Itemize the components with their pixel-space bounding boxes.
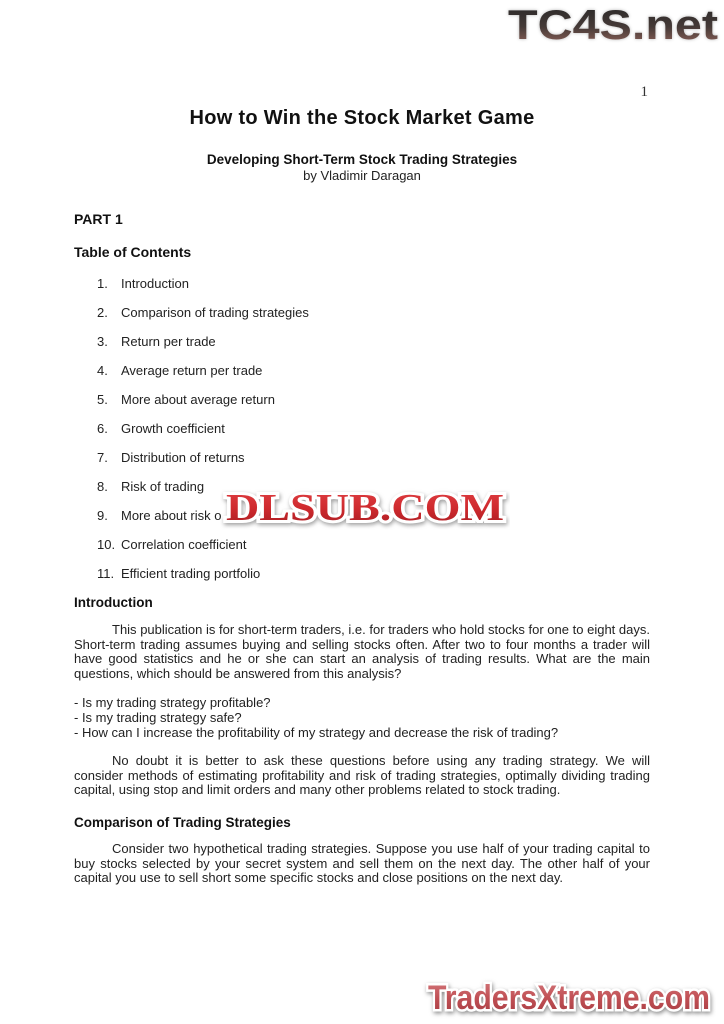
toc-item-growth-coefficient xyxy=(97,421,650,436)
author-byline: by Vladimir Daragan xyxy=(303,168,421,183)
toc-item-label: Efficient trading portfolio xyxy=(121,566,261,581)
page-number: 1 xyxy=(640,84,648,100)
toc-item-label: Growth coefficient xyxy=(121,421,225,436)
tradersxtreme-watermark-text: TradersXtreme.com xyxy=(428,979,710,1017)
toc-item-number: 3. xyxy=(97,334,108,349)
toc-item-number: 2. xyxy=(97,305,108,320)
document-subtitle: Developing Short-Term Stock Trading Strategies xyxy=(206,152,518,167)
toc-item-label: More about average return xyxy=(121,392,275,407)
toc-item-label: Risk of trading xyxy=(121,479,205,494)
toc-item-number: 1. xyxy=(97,276,108,291)
toc-item-number: 6. xyxy=(97,421,108,436)
toc-heading: Table of Contents xyxy=(74,244,192,260)
toc-item-number: 9. xyxy=(97,508,108,523)
tc4s-watermark-text: TC4S.net xyxy=(508,1,719,48)
toc-item-label: Distribution of returns xyxy=(121,450,245,465)
toc-item-introduction xyxy=(97,276,650,291)
comparison-heading: Comparison of Trading Strategies xyxy=(74,814,291,830)
comparison-paragraph-1: Consider two hypothetical trading strategies. Suppose you use half of your trading capital to buy stocks selected by your secret system and sell them on the next day. The other half of your capital you use to sell short some specific stocks and close positions on the next day. xyxy=(74,840,650,886)
toc-list xyxy=(74,276,650,581)
toc-item-return-per-trade xyxy=(97,334,650,349)
toc-item-label: Average return per trade xyxy=(121,363,263,378)
toc-item-average-return xyxy=(97,363,650,378)
toc-item-distribution-returns xyxy=(97,450,650,465)
toc-item-number: 4. xyxy=(97,363,108,378)
dlsub-watermark-text: DLSUB.COM xyxy=(226,487,504,529)
toc-item-number: 11. xyxy=(97,566,115,581)
toc-item-number: 8. xyxy=(97,479,108,494)
tradersxtreme-watermark-logo xyxy=(422,974,716,1020)
toc-item-label: Comparison of trading strategies xyxy=(121,305,309,320)
question-line-profitable: - Is my trading strategy profitable? xyxy=(74,695,271,711)
part-label: PART 1 xyxy=(74,211,123,227)
introduction-paragraph-1: This publication is for short-term traders, i.e. for traders who hold stocks for one to eight days. Short-term trading assumes buying and selling stocks often. After two to four months a trader will have good statistics and he or she can start an analysis of trading results. What are the main questions, which should be answered from this analysis? xyxy=(74,622,650,681)
tc4s-watermark-logo xyxy=(505,0,721,48)
toc-item-label: More about risk o xyxy=(121,508,222,523)
question-list xyxy=(74,696,650,740)
toc-item-comparison xyxy=(97,305,650,320)
dlsub-watermark-logo xyxy=(220,484,510,530)
question-line-safe: - Is my trading strategy safe? xyxy=(74,709,242,725)
toc-item-number: 5. xyxy=(97,392,108,407)
toc-item-label: Correlation coefficient xyxy=(121,537,247,552)
toc-item-number: 7. xyxy=(97,450,108,465)
introduction-paragraph-2: No doubt it is better to ask these questions before using any trading strategy. We will consider methods of estimating profitability and risk of trading strategies, optimally dividing trading capital, using stop and limit orders and many other problems related to stock trading. xyxy=(74,753,650,798)
introduction-heading: Introduction xyxy=(74,595,153,610)
toc-item-label: Introduction xyxy=(121,276,189,291)
toc-item-correlation-coefficient xyxy=(97,537,650,552)
question-line-increase: - How can I increase the profitability of my strategy and decrease the risk of trading? xyxy=(74,724,559,740)
toc-item-efficient-portfolio xyxy=(97,566,650,581)
toc-item-more-average-return xyxy=(97,392,650,407)
document-title: How to Win the Stock Market Game xyxy=(189,107,535,129)
toc-item-number: 10. xyxy=(97,537,116,552)
toc-item-label: Return per trade xyxy=(121,334,216,349)
